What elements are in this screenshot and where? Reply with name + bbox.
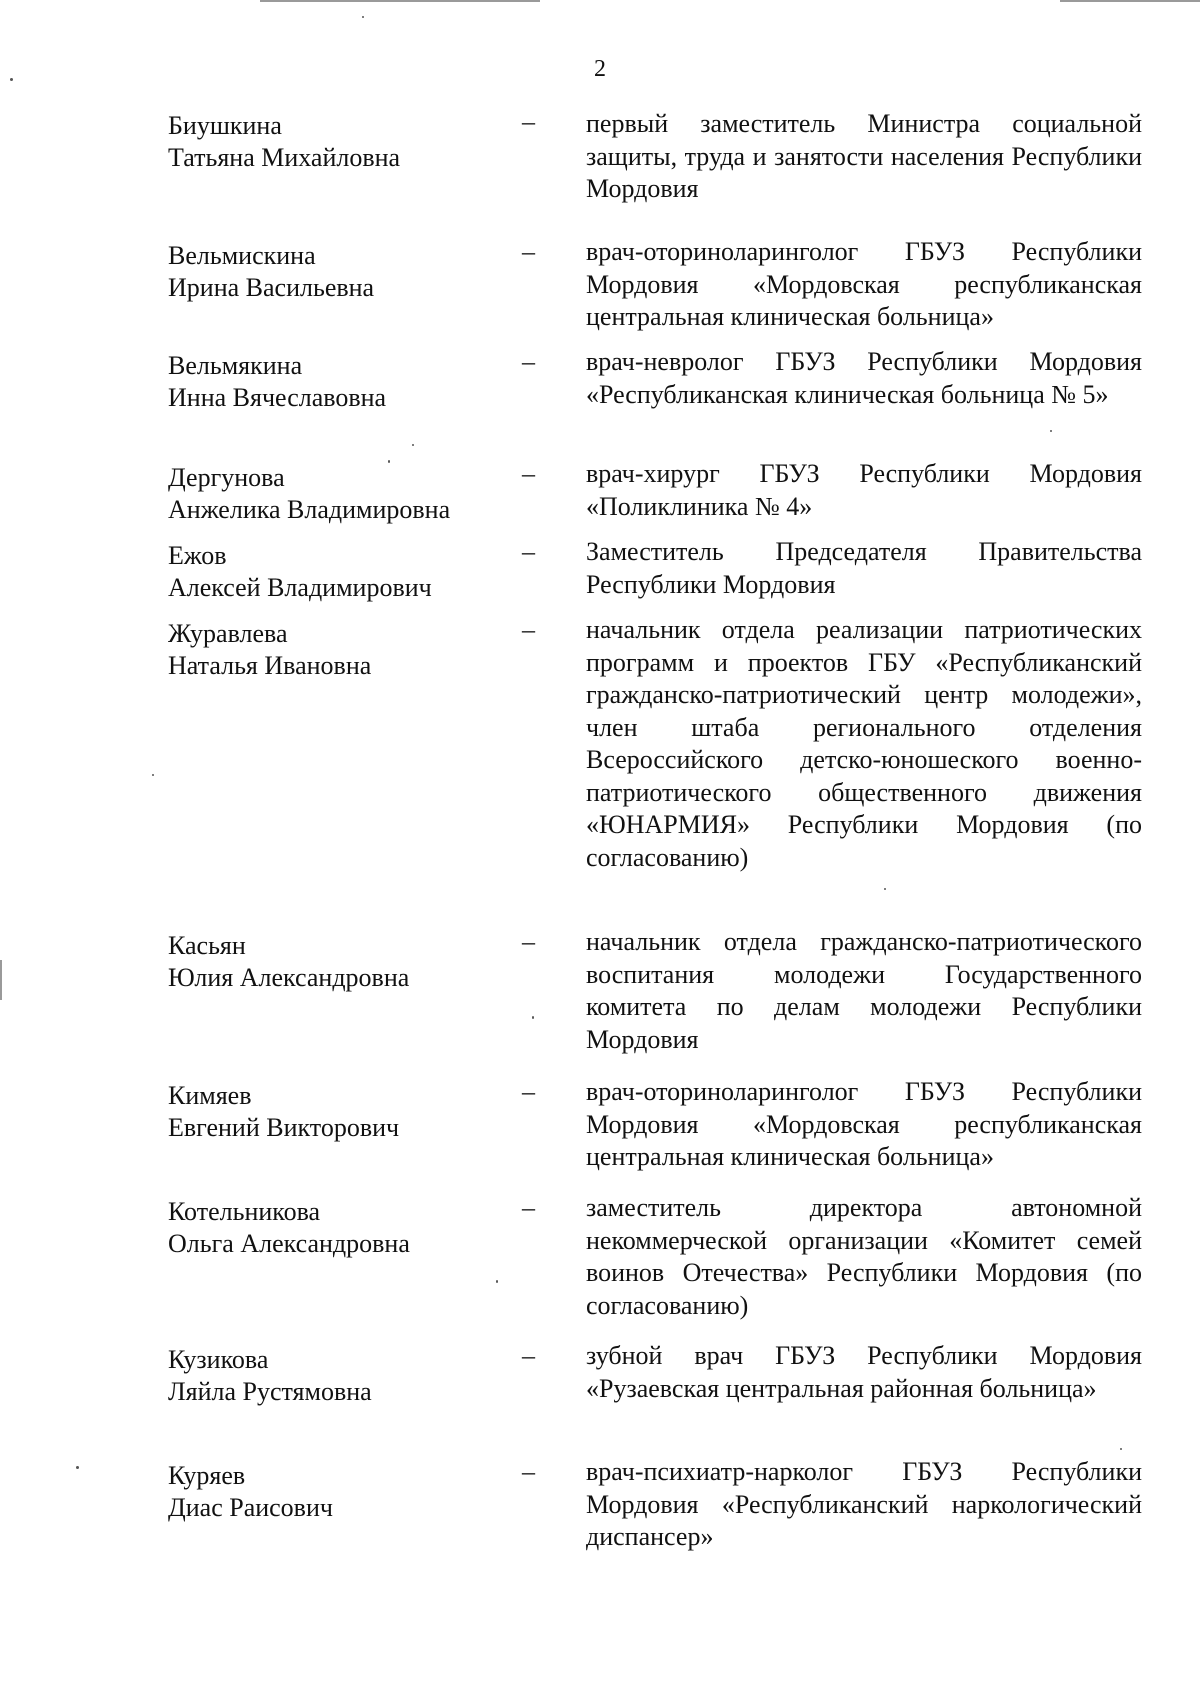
scan-speck bbox=[76, 1466, 79, 1469]
person-name bbox=[168, 1080, 508, 1144]
person-name bbox=[168, 1196, 508, 1260]
given-name: Алексей Владимирович bbox=[168, 573, 432, 602]
scan-speck bbox=[496, 1280, 498, 1283]
surname: Кимяев bbox=[168, 1081, 252, 1110]
scan-speck bbox=[10, 78, 13, 81]
scan-speck bbox=[1120, 1448, 1122, 1450]
person-name bbox=[168, 462, 508, 526]
given-name: Наталья Ивановна bbox=[168, 651, 372, 680]
person-name bbox=[168, 930, 508, 994]
surname: Вельмискина bbox=[168, 241, 316, 270]
scan-speck bbox=[388, 460, 390, 463]
surname: Котельникова bbox=[168, 1197, 321, 1226]
position-description: начальник отдела реализации патриотических программ и проектов ГБУ «Республиканский гражданско-патриотический центр молодежи», член штаба регионального отделения Всероссийского детско-юношеского военно-патриотического общественного движения «ЮНАРМИЯ» Республики Мордовия (по согласованию) bbox=[586, 615, 1142, 872]
scan-speck bbox=[532, 1016, 534, 1019]
surname: Касьян bbox=[168, 931, 246, 960]
separator-dash: – bbox=[522, 107, 535, 136]
separator-dash: – bbox=[522, 537, 535, 566]
separator-dash: – bbox=[522, 237, 535, 266]
surname: Журавлева bbox=[168, 619, 288, 648]
given-name: Ольга Александровна bbox=[168, 1229, 410, 1258]
separator-dash: – bbox=[522, 1077, 535, 1106]
top-edge-line bbox=[1060, 0, 1200, 2]
person-name bbox=[168, 1460, 508, 1524]
surname: Вельмякина bbox=[168, 351, 303, 380]
separator-dash: – bbox=[522, 1341, 535, 1370]
left-edge-mark bbox=[0, 960, 2, 1000]
person-name bbox=[168, 350, 508, 414]
position-description: врач-хирург ГБУЗ Республики Мордовия «Поликлиника № 4» bbox=[586, 459, 1142, 521]
scan-speck bbox=[152, 774, 154, 776]
person-name bbox=[168, 110, 508, 174]
position-description: начальник отдела гражданско-патриотического воспитания молодежи Государственного комитета по делам молодежи Республики Мордовия bbox=[586, 927, 1142, 1054]
person-name bbox=[168, 618, 508, 682]
page-number: 2 bbox=[594, 56, 606, 82]
separator-dash: – bbox=[522, 1457, 535, 1486]
surname: Кузикова bbox=[168, 1345, 269, 1374]
person-name bbox=[168, 240, 508, 304]
separator-dash: – bbox=[522, 927, 535, 956]
given-name: Инна Вячеславовна bbox=[168, 383, 387, 412]
separator-dash: – bbox=[522, 615, 535, 644]
given-name: Диас Раисович bbox=[168, 1493, 333, 1522]
given-name: Юлия Александровна bbox=[168, 963, 410, 992]
surname: Ежов bbox=[168, 541, 227, 570]
position-description: врач-оториноларинголог ГБУЗ Республики Мордовия «Мордовская республиканская центральная клиническая больница» bbox=[586, 1077, 1142, 1171]
scan-speck bbox=[1050, 430, 1052, 432]
position-description: врач-психиатр-нарколог ГБУЗ Республики Мордовия «Республиканский наркологический диспансер» bbox=[586, 1457, 1142, 1551]
scan-speck bbox=[362, 16, 364, 18]
given-name: Ирина Васильевна bbox=[168, 273, 375, 302]
position-description: врач-невролог ГБУЗ Республики Мордовия «Республиканская клиническая больница № 5» bbox=[586, 347, 1142, 409]
separator-dash: – bbox=[522, 1193, 535, 1222]
position-description: зубной врач ГБУЗ Республики Мордовия «Рузаевская центральная районная больница» bbox=[586, 1341, 1142, 1403]
scan-speck bbox=[884, 888, 886, 890]
top-edge-line bbox=[260, 0, 540, 2]
given-name: Ляйла Рустямовна bbox=[168, 1377, 372, 1406]
scan-speck bbox=[412, 444, 414, 446]
position-description: врач-оториноларинголог ГБУЗ Республики Мордовия «Мордовская республиканская центральная клиническая больница» bbox=[586, 237, 1142, 331]
given-name: Евгений Викторович bbox=[168, 1113, 400, 1142]
position-description: Заместитель Председателя Правительства Республики Мордовия bbox=[586, 537, 1142, 599]
position-description: первый заместитель Министра социальной защиты, труда и занятости населения Республики Мордовия bbox=[586, 109, 1142, 203]
separator-dash: – bbox=[522, 347, 535, 376]
separator-dash: – bbox=[522, 459, 535, 488]
given-name: Анжелика Владимировна bbox=[168, 495, 451, 524]
surname: Дергунова bbox=[168, 463, 285, 492]
person-name bbox=[168, 1344, 508, 1408]
person-name bbox=[168, 540, 508, 604]
given-name: Татьяна Михайловна bbox=[168, 143, 401, 172]
surname: Биушкина bbox=[168, 111, 282, 140]
position-description: заместитель директора автономной некоммерческой организации «Комитет семей воинов Отечества» Республики Мордовия (по согласованию) bbox=[586, 1193, 1142, 1320]
surname: Куряев bbox=[168, 1461, 246, 1490]
